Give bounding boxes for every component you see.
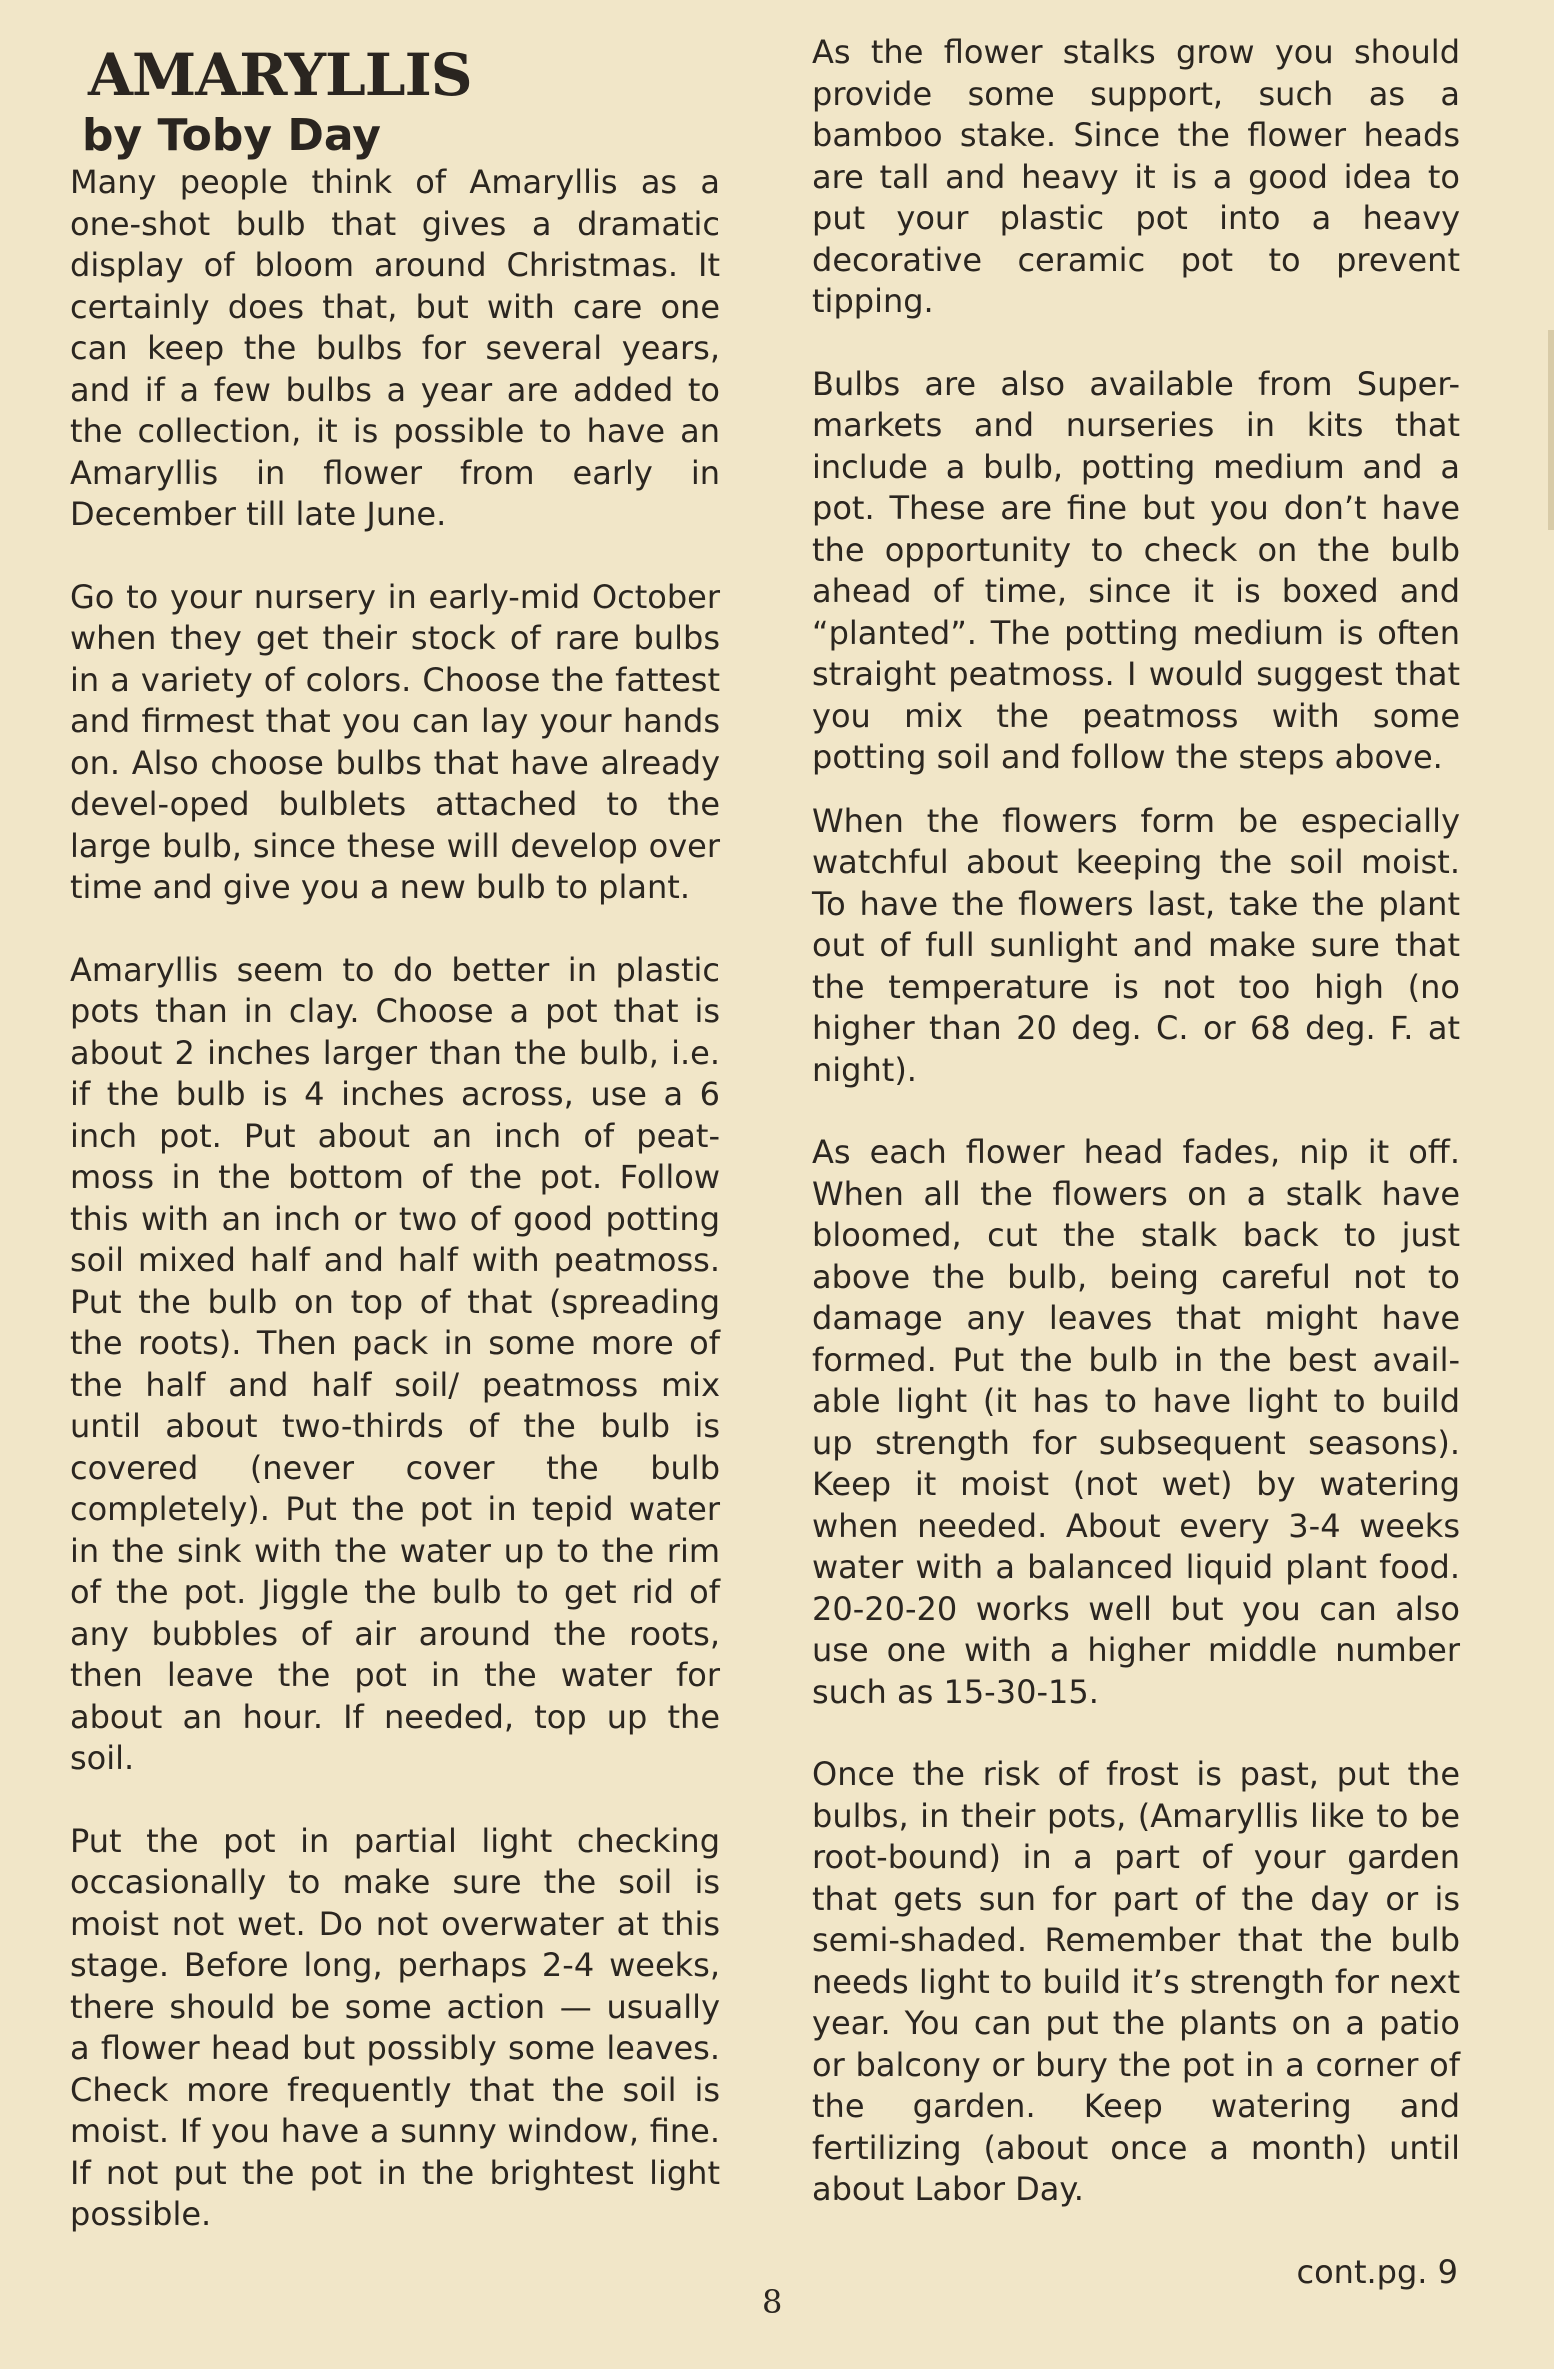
continuation-note: cont.pg. 9 xyxy=(1296,2253,1458,2291)
left-column xyxy=(70,40,720,2236)
page-number: 8 xyxy=(762,2283,783,2321)
paragraph-nursery: Go to your nursery in early-mid October when they get their stock of rare bulbs in a variety of colors. Choose the fattest and firmest that you can lay your hands on. Also choose bulbs that have already devel-oped bulblets attached to the large bulb, since these will develop over time and give you a new bulb to plant. xyxy=(70,577,720,906)
right-column xyxy=(812,32,1460,2211)
paragraph-potting: Amaryllis seem to do better in plastic pots than in clay. Choose a pot that is about 2 inches larger than the bulb, i.e. if the bulb is 4 inches across, use a 6 inch pot. Put about an inch of peat-moss in the bottom of the pot. Follow this with an inch or two of good potting soil mixed half and half with peatmoss. Put the bulb on top of that (spreading the roots). Then pack in some more of the half and half soil/ peatmoss mix until about two-thirds of the bulb is covered (never cover the bulb completely). Put the pot in tepid water in the sink with the water up to the rim of the pot. Jiggle the bulb to get rid of any bubbles of air around the roots, then leave the pot in the water for about an hour. If needed, top up the soil. xyxy=(70,950,720,1777)
paragraph-intro: Many people think of Amaryllis as a one-shot bulb that gives a dramatic display of bloom around Christmas. It certainly does that, but with care one can keep the bulbs for several years, and if a few bulbs a year are added to the collection, it is possible to have an Amaryllis in flower from early in December till late June. xyxy=(70,163,720,533)
paragraph-frost: Once the risk of frost is past, put the bulbs, in their pots, (Amaryllis like to be root-bound) in a part of your garden that gets sun for part of the day or is semi-shaded. Remember that the bulb needs light to build it’s strength for next year. You can put the plants on a patio or balcony or bury the pot in a corner of the garden. Keep watering and fertilizing (about once a month) until about Labor Day. xyxy=(812,1755,1460,2208)
paragraph-fades: As each flower head fades, nip it off. When all the flowers on a stalk have bloomed, cut the stalk back to just above the bulb, being careful not to damage any leaves that might have formed. Put the bulb in the best avail-able light (it has to have light to build up strength for subsequent seasons). Keep it moist (not wet) by watering when needed. About every 3-4 weeks water with a balanced liquid plant food. 20-20-20 works well but you can also use one with a higher middle number such as 15-30-15. xyxy=(812,1133,1460,1711)
article-title: AMARYLLIS xyxy=(88,41,472,109)
binding-edge xyxy=(1548,330,1554,530)
paragraph-light: Put the pot in partial light checking occasionally to make sure the soil is moist not wet. Do not overwater at this stage. Before long, perhaps 2-4 weeks, there should be some action — usually a flower head but possibly some leaves. Check more frequently that the soil is moist. If you have a sunny window, fine. If not put the pot in the brightest light possible. xyxy=(70,1821,720,2233)
paragraph-kits: Bulbs are also available from Super-markets and nurseries in kits that include a bulb, potting medium and a pot. These are fine but you don’t have the opportunity to check on the bulb ahead of time, since it is boxed and “planted”. The potting medium is often straight peatmoss. I would suggest that you mix the peatmoss with some potting soil and follow the steps above. xyxy=(812,364,1460,776)
paragraph-flowers-form: When the flowers form be especially watchful about keeping the soil moist. To have the flowers last, take the plant out of full sunlight and make sure that the temperature is not too high (no higher than 20 deg. C. or 68 deg. F. at night). xyxy=(812,801,1460,1089)
article-byline: by Toby Day xyxy=(82,110,381,161)
paragraph-support: As the flower stalks grow you should provide some support, such as a bamboo stake. Since the flower heads are tall and heavy it is a good idea to put your plastic pot into a heavy decorative ceramic pot to prevent tipping. xyxy=(812,33,1460,320)
